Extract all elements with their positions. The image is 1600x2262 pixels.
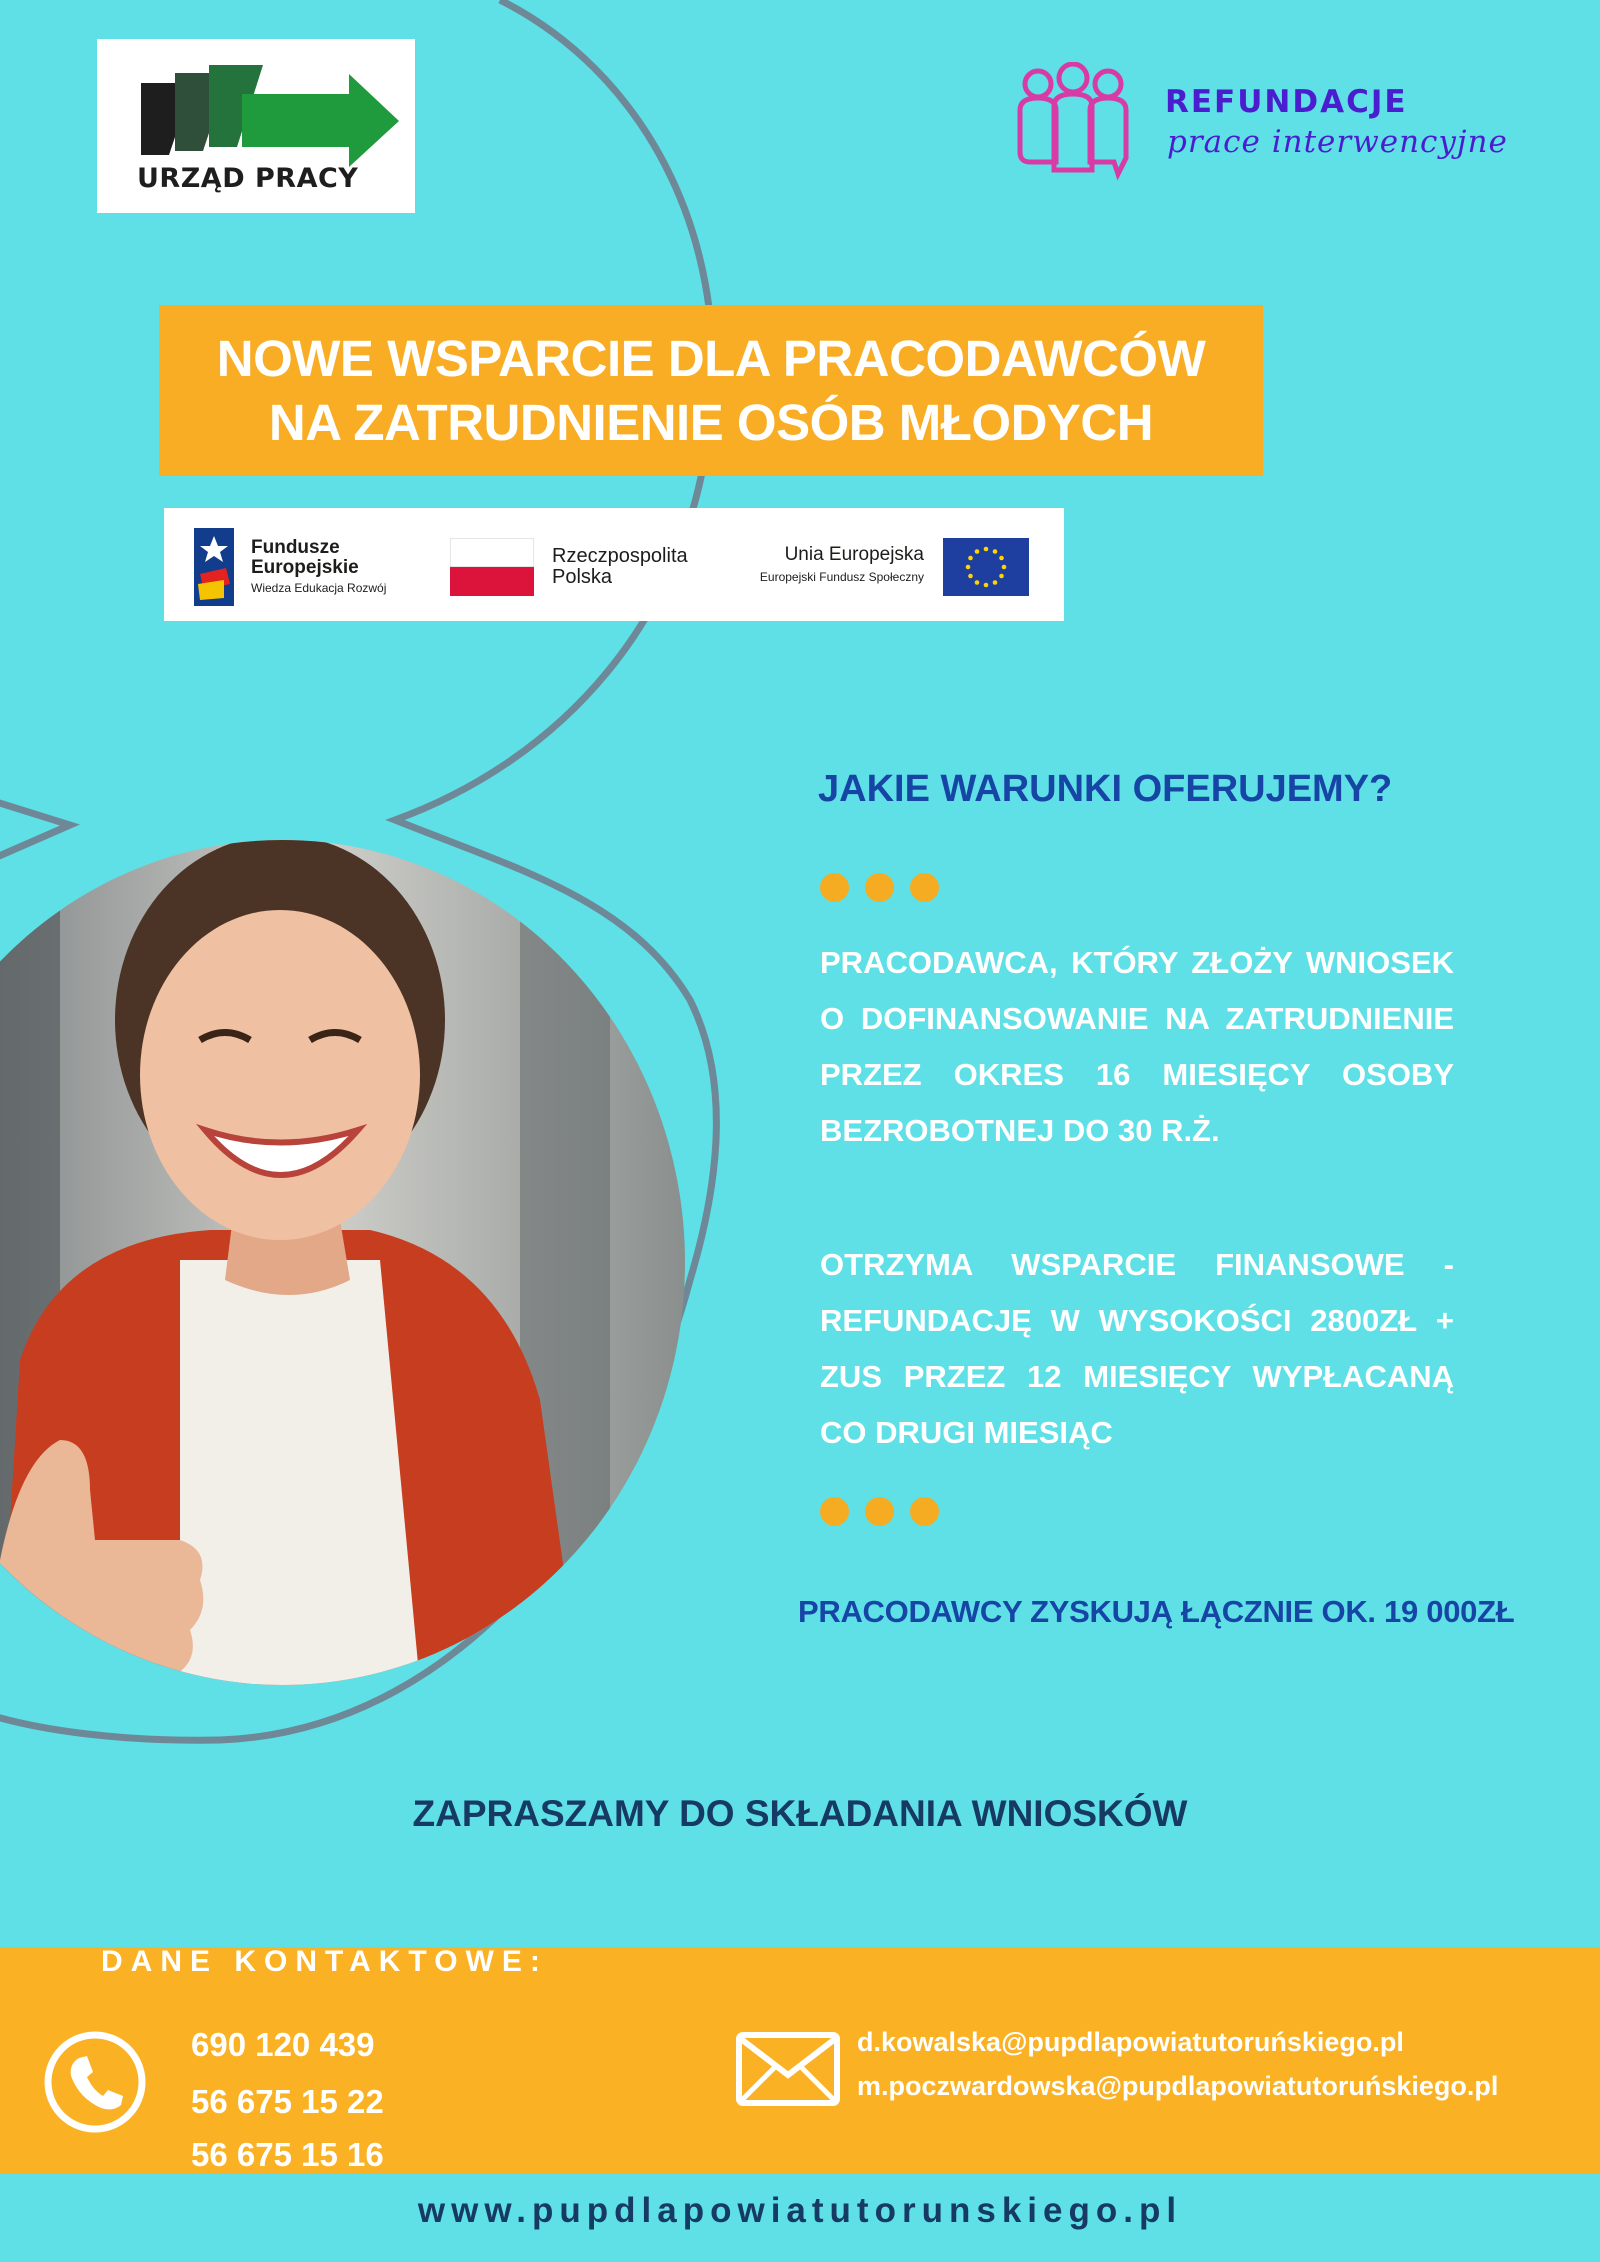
offer-paragraph-2: OTRZYMA WSPARCIE FINANSOWE - REFUNDACJĘ W WYSOKOŚCI 2800ZŁ + ZUS PRZEZ 12 MIESIĘCY WYPŁACANĄ CO DRUGI MIESIĄC [820, 1247, 1454, 1450]
dot [820, 1497, 849, 1526]
ue-fund: Europejski Fundusz Społeczny [759, 570, 924, 584]
fe-program: Wiedza Edukacja Rozwój [251, 581, 387, 595]
fundusze-europejskie-icon [194, 528, 234, 606]
fe-name: Fundusze Europejskie [251, 537, 359, 578]
dots-divider-top [820, 873, 939, 902]
phone-number-1[interactable]: 690 120 439 [191, 2026, 375, 2063]
refundacje-subtitle: prace interwencyjne [1167, 124, 1508, 160]
offer-question-heading: JAKIE WARUNKI OFERUJEMY? [818, 768, 1393, 810]
eu-flag-icon [943, 538, 1029, 596]
website-link[interactable]: www.pupdlapowiatutorunskiego.pl [417, 2191, 1183, 2230]
refundacje-title: REFUNDACJE [1165, 84, 1408, 120]
eu-funding-logos [164, 508, 1064, 621]
rp-name: Rzeczpospolita Polska [552, 545, 688, 588]
email-1[interactable]: d.kowalska@pupdlapowiatutoruńskiego.pl [857, 2027, 1404, 2057]
dot [910, 1497, 939, 1526]
invitation-text: ZAPRASZAMY DO SKŁADANIA WNIOSKÓW [412, 1793, 1188, 1834]
contact-section [0, 1947, 1600, 2174]
dot [820, 873, 849, 902]
total-gain-text: PRACODAWCY ZYSKUJĄ ŁĄCZNIE OK. 19 000ZŁ [798, 1594, 1515, 1629]
headline-banner [159, 305, 1263, 476]
dots-divider-bottom [820, 1497, 939, 1526]
headline-line-1: NOWE WSPARCIE DLA PRACODAWCÓW [216, 330, 1206, 387]
polish-flag-icon [450, 538, 534, 596]
phone-number-3[interactable]: 56 675 15 16 [191, 2136, 384, 2173]
offer-paragraph-1: PRACODAWCA, KTÓRY ZŁOŻY WNIOSEK O DOFINANSOWANIE NA ZATRUDNIENIE PRZEZ OKRES 16 MIESIĘCY OSOBY BEZROBOTNEJ DO 30 R.Ż. [820, 945, 1454, 1148]
people-group-icon [1010, 62, 1140, 192]
mail-icon [735, 2031, 841, 2107]
contact-heading: DANE KONTAKTOWE: [101, 1945, 548, 1978]
dot [865, 1497, 894, 1526]
phone-number-2[interactable]: 56 675 15 22 [191, 2083, 384, 2120]
dot [910, 873, 939, 902]
email-2[interactable]: m.poczwardowska@pupdlapowiatutoruńskiego.pl [857, 2071, 1499, 2101]
urzad-pracy-label: URZĄD PRACY [137, 163, 359, 194]
headline-line-2: NA ZATRUDNIENIE OSÓB MŁODYCH [268, 394, 1154, 451]
refundacje-logo [1010, 62, 1550, 192]
ue-name: Unia Europejska [784, 544, 924, 565]
phone-icon [43, 2030, 147, 2134]
urzad-pracy-logo [97, 39, 415, 213]
dot [865, 873, 894, 902]
